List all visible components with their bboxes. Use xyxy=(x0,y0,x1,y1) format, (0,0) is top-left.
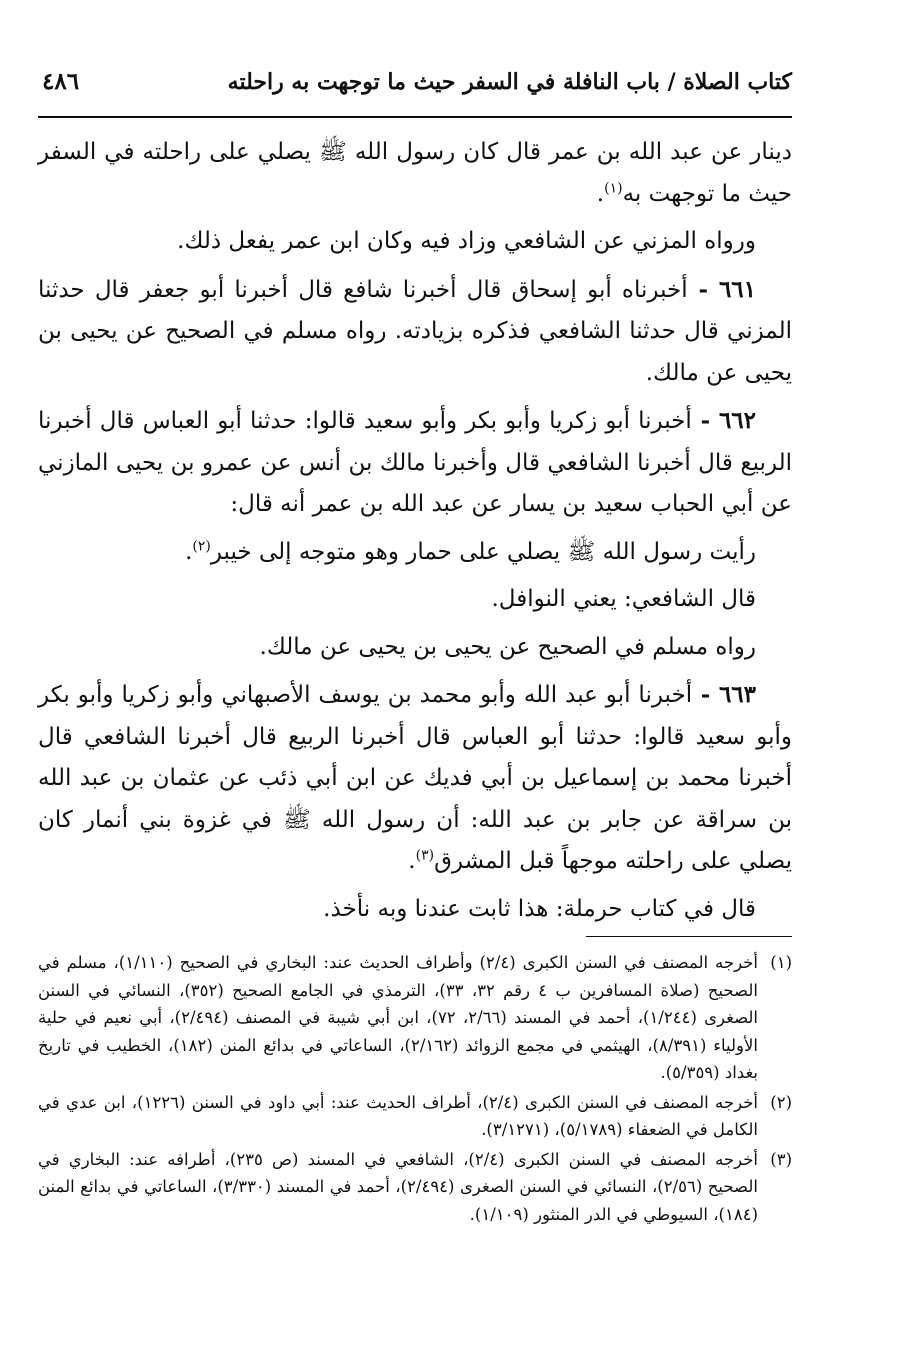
page-number: ٤٨٦ xyxy=(42,68,80,95)
running-header xyxy=(38,68,792,118)
paragraph-text: رأيت رسول الله ﷺ يصلي على حمار وهو متوجه إلى خيبر xyxy=(210,538,756,565)
footnote-marker: (١) xyxy=(604,179,623,196)
hadith-number: ٦٦٢ - xyxy=(691,407,757,434)
footnote-item xyxy=(38,1089,792,1144)
paragraph xyxy=(38,269,792,395)
chapter-title: كتاب الصلاة / باب النافلة في السفر حيث ما توجهت به راحلته xyxy=(227,69,792,95)
footnote-text: أخرجه المصنف في السنن الكبرى (٢/٤)، أطراف الحديث عند: أبي داود في السنن (١٢٢٦)، ابن عدي في الكامل في الضعفاء (٥/١٧٨٩)، (٣/١٢٧١). xyxy=(38,1092,758,1139)
footnote-number: (١) xyxy=(770,953,792,972)
paragraph xyxy=(38,132,792,215)
paragraph-text: ورواه المزني عن الشافعي وزاد فيه وكان ابن عمر يفعل ذلك. xyxy=(177,228,756,254)
footnote-separator xyxy=(586,936,792,937)
footnotes xyxy=(38,949,792,1228)
paragraph xyxy=(38,579,792,621)
paragraph xyxy=(38,532,792,574)
paragraph xyxy=(38,627,792,669)
footnote-text: أخرجه المصنف في السنن الكبرى (٢/٤) وأطراف الحديث عند: البخاري في الصحيح (١/١١٠)، مسلم في الصحيح (صلاة المسافرين ب ٤ رقم ٣٢، ٣٣)، الترمذي في الجامع الصحيح (٣٥٢)، النسائي في السنن الصغرى (١/٢٤٤)، أحمد في المسند (٢/٦٦، ٧٢)، ابن أبي شيبة في المصنف (٢/٤٩٤)، أبي نعيم في حلية الأولياء (٨/٣٩١)، الهيثمي في مجمع الزوائد (٢/١٦٢)، الساعاتي في بدائع المنن (١٨٢)، الخطيب في تاريخ بغداد (٥/٣٥٩). xyxy=(38,953,759,1082)
paragraph-text: أخبرنا أبو زكريا وأبو بكر وأبو سعيد قالوا: حدثنا أبو العباس قال أخبرنا الربيع قال أخبرنا الشافعي قال وأخبرنا مالك بن أنس عن عمرو بن يحيى المازني عن أبي الحباب سعيد بن يسار عن عبد الله بن عمر أنه قال: xyxy=(38,408,792,517)
paragraph xyxy=(38,889,792,931)
paragraph xyxy=(38,221,792,263)
footnote-number: (٢) xyxy=(770,1092,792,1112)
paragraph-text: أخبرنا أبو عبد الله وأبو محمد بن يوسف الأصبهاني وأبو زكريا وأبو بكر وأبو سعيد قالوا: حدثنا أبو العباس قال أخبرنا الربيع قال أخبرنا الشافعي قال أخبرنا محمد بن إسماعيل بن أبي فديك عن ابن أبي ذئب عن عثمان بن عبد الله بن سراقة عن جابر بن عبد الله: أن رسول الله ﷺ في غزوة بني أنمار كان يصلي على راحلته موجهاً قبل المشرق xyxy=(38,682,792,874)
footnote-item xyxy=(38,1146,792,1229)
paragraph-text: قال في كتاب حرملة: هذا ثابت عندنا وبه نأخذ. xyxy=(323,895,756,922)
footnote-item xyxy=(38,949,792,1087)
paragraph-text: دينار عن عبد الله بن عمر قال كان رسول الله ﷺ يصلي على راحلته في السفر حيث ما توجهت به xyxy=(38,139,792,207)
hadith-number: ٦٦١ - xyxy=(687,275,757,303)
paragraph-text: أخبرناه أبو إسحاق قال أخبرنا شافع قال أخبرنا أبو جعفر قال حدثنا المزني قال حدثنا الشافعي فذكره بزيادته. رواه مسلم في الصحيح عن يحيى بن يحيى عن مالك. xyxy=(38,276,792,386)
footnote-marker: (٣) xyxy=(415,847,435,864)
footnote-number: (٣) xyxy=(770,1149,792,1169)
paragraph-end-punct: . xyxy=(185,538,193,565)
paragraph-end-punct: . xyxy=(408,848,416,874)
paragraph-text: رواه مسلم في الصحيح عن يحيى بن يحيى عن مالك. xyxy=(259,633,756,660)
paragraph xyxy=(38,674,792,883)
footnote-text: أخرجه المصنف في السنن الكبرى (٢/٤)، الشافعي في المسند (ص ٢٣٥)، أطرافه عند: البخاري في الصحيح (٢/٥٦)، النسائي في السنن الصغرى (٢/٤٩٤)، أحمد في المسند (٣/٣٣٠)، الساعاتي في بدائع المنن (١٨٤)، السيوطي في الدر المنثور (١/١٠٩). xyxy=(38,1149,758,1224)
paragraph xyxy=(38,400,792,526)
book-page xyxy=(38,68,792,1338)
hadith-number: ٦٦٣ - xyxy=(692,681,756,708)
main-text xyxy=(38,132,792,930)
paragraph-text: قال الشافعي: يعني النوافل. xyxy=(491,586,756,612)
paragraph-end-punct: . xyxy=(596,180,605,207)
footnote-marker: (٢) xyxy=(192,537,211,554)
